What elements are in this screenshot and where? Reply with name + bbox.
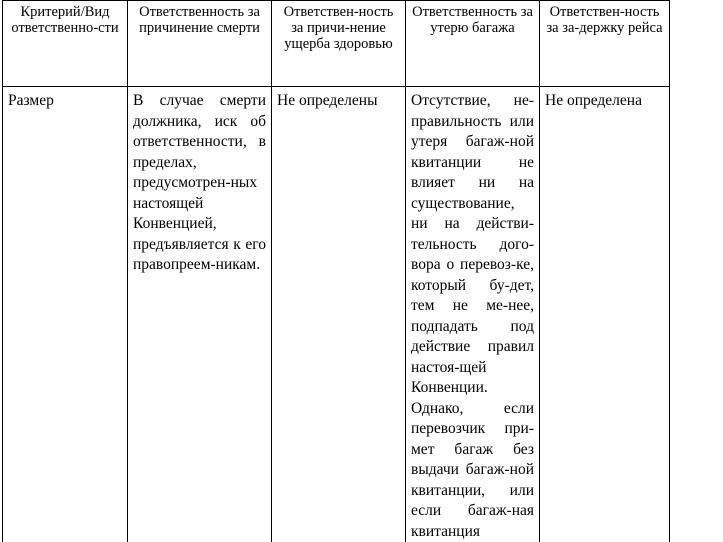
table-header-row: [3, 1, 670, 87]
header-baggage-loss-liability: Ответственность за утерю багажа: [406, 1, 540, 87]
cell-health-damage-liability: Не определены: [272, 87, 406, 542]
header-flight-delay-liability: Ответствен-ность за за-держку рейса: [540, 1, 670, 87]
cell-criterion: Размер: [3, 87, 128, 542]
cell-death-liability: В случае смерти должника, иск об ответственности, в пределах, предусмотрен-ных настоящей Конвенцией, предъявляется к его правопреем-никам.: [128, 87, 272, 542]
header-criterion: Критерий/Вид ответственно-сти: [3, 1, 128, 87]
cell-baggage-loss-liability: Отсутствие, не-правильность или утеря багаж-ной квитанции не влияет ни на существование, ни на действи-тельность дого-вора о перевоз-ке, который бу-дет, тем не ме-нее, подпадать под действие правил настоя-щей Конвенции. Однако, если перевозчик при-мет багаж без выдачи багаж-ной квитанции, или если багаж-ная квитанция: [406, 87, 540, 542]
cell-flight-delay-liability: Не определена: [540, 87, 670, 542]
table-row: [3, 87, 670, 542]
header-health-damage-liability: Ответствен-ность за причи-нение ущерба здоровью: [272, 1, 406, 87]
header-death-liability: Ответственность за причинение смерти: [128, 1, 272, 87]
liability-table: [2, 0, 670, 542]
